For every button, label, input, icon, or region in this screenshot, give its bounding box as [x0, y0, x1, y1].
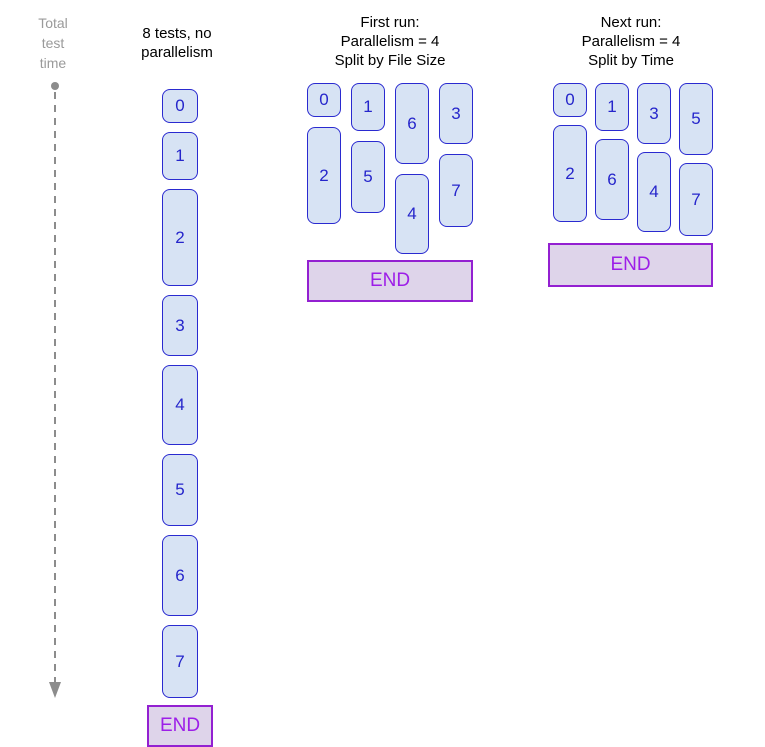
section-header-line: Split by Time — [588, 52, 674, 69]
parallel-track — [351, 83, 385, 213]
parallel-track — [679, 83, 713, 236]
parallel-track — [395, 83, 429, 254]
test-box-7: 7 — [162, 625, 198, 698]
test-box-0: 0 — [162, 89, 198, 123]
end-box: END — [147, 705, 213, 747]
test-box-6: 6 — [395, 83, 429, 164]
test-box-1: 1 — [351, 83, 385, 131]
parallel-track — [162, 89, 198, 698]
test-box-4: 4 — [162, 365, 198, 445]
test-box-1: 1 — [162, 132, 198, 180]
test-box-6: 6 — [162, 535, 198, 616]
time-axis-start-dot — [51, 82, 59, 90]
time-axis-dashed-line — [54, 92, 56, 682]
test-tracks — [307, 83, 473, 254]
time-axis-label-line: time — [39, 55, 67, 71]
test-box-7: 7 — [679, 163, 713, 236]
section-header-line: First run: — [360, 14, 420, 31]
section-header — [551, 13, 711, 70]
parallel-track — [439, 83, 473, 227]
section-header-line: 8 tests, no — [142, 25, 212, 42]
section-header — [117, 24, 237, 62]
arrow-down-icon — [49, 682, 61, 698]
test-box-4: 4 — [637, 152, 671, 232]
test-box-0: 0 — [307, 83, 341, 117]
test-box-2: 2 — [553, 125, 587, 222]
test-box-4: 4 — [395, 174, 429, 254]
parallel-track — [553, 83, 587, 222]
test-box-7: 7 — [439, 154, 473, 227]
time-axis-label — [20, 13, 86, 73]
end-box: END — [548, 243, 713, 287]
section-header-line: parallelism — [141, 44, 213, 61]
section-header — [310, 13, 470, 70]
section-header-line: Next run: — [600, 14, 662, 31]
parallel-track — [595, 83, 629, 220]
test-box-3: 3 — [162, 295, 198, 356]
test-box-5: 5 — [162, 454, 198, 526]
test-box-5: 5 — [351, 141, 385, 213]
time-axis-label-line: test — [41, 35, 65, 51]
test-box-3: 3 — [637, 83, 671, 144]
test-box-5: 5 — [679, 83, 713, 155]
parallel-track — [307, 83, 341, 224]
test-box-6: 6 — [595, 139, 629, 220]
end-box: END — [307, 260, 473, 302]
section-header-line: Parallelism = 4 — [581, 33, 681, 50]
test-box-0: 0 — [553, 83, 587, 117]
test-box-2: 2 — [162, 189, 198, 286]
test-box-2: 2 — [307, 127, 341, 224]
section-header-line: Parallelism = 4 — [340, 33, 440, 50]
time-axis-label-line: Total — [38, 15, 68, 31]
test-tracks — [553, 83, 713, 236]
test-box-1: 1 — [595, 83, 629, 131]
section-header-line: Split by File Size — [334, 52, 446, 69]
test-tracks — [162, 89, 198, 698]
test-box-3: 3 — [439, 83, 473, 144]
parallel-track — [637, 83, 671, 232]
